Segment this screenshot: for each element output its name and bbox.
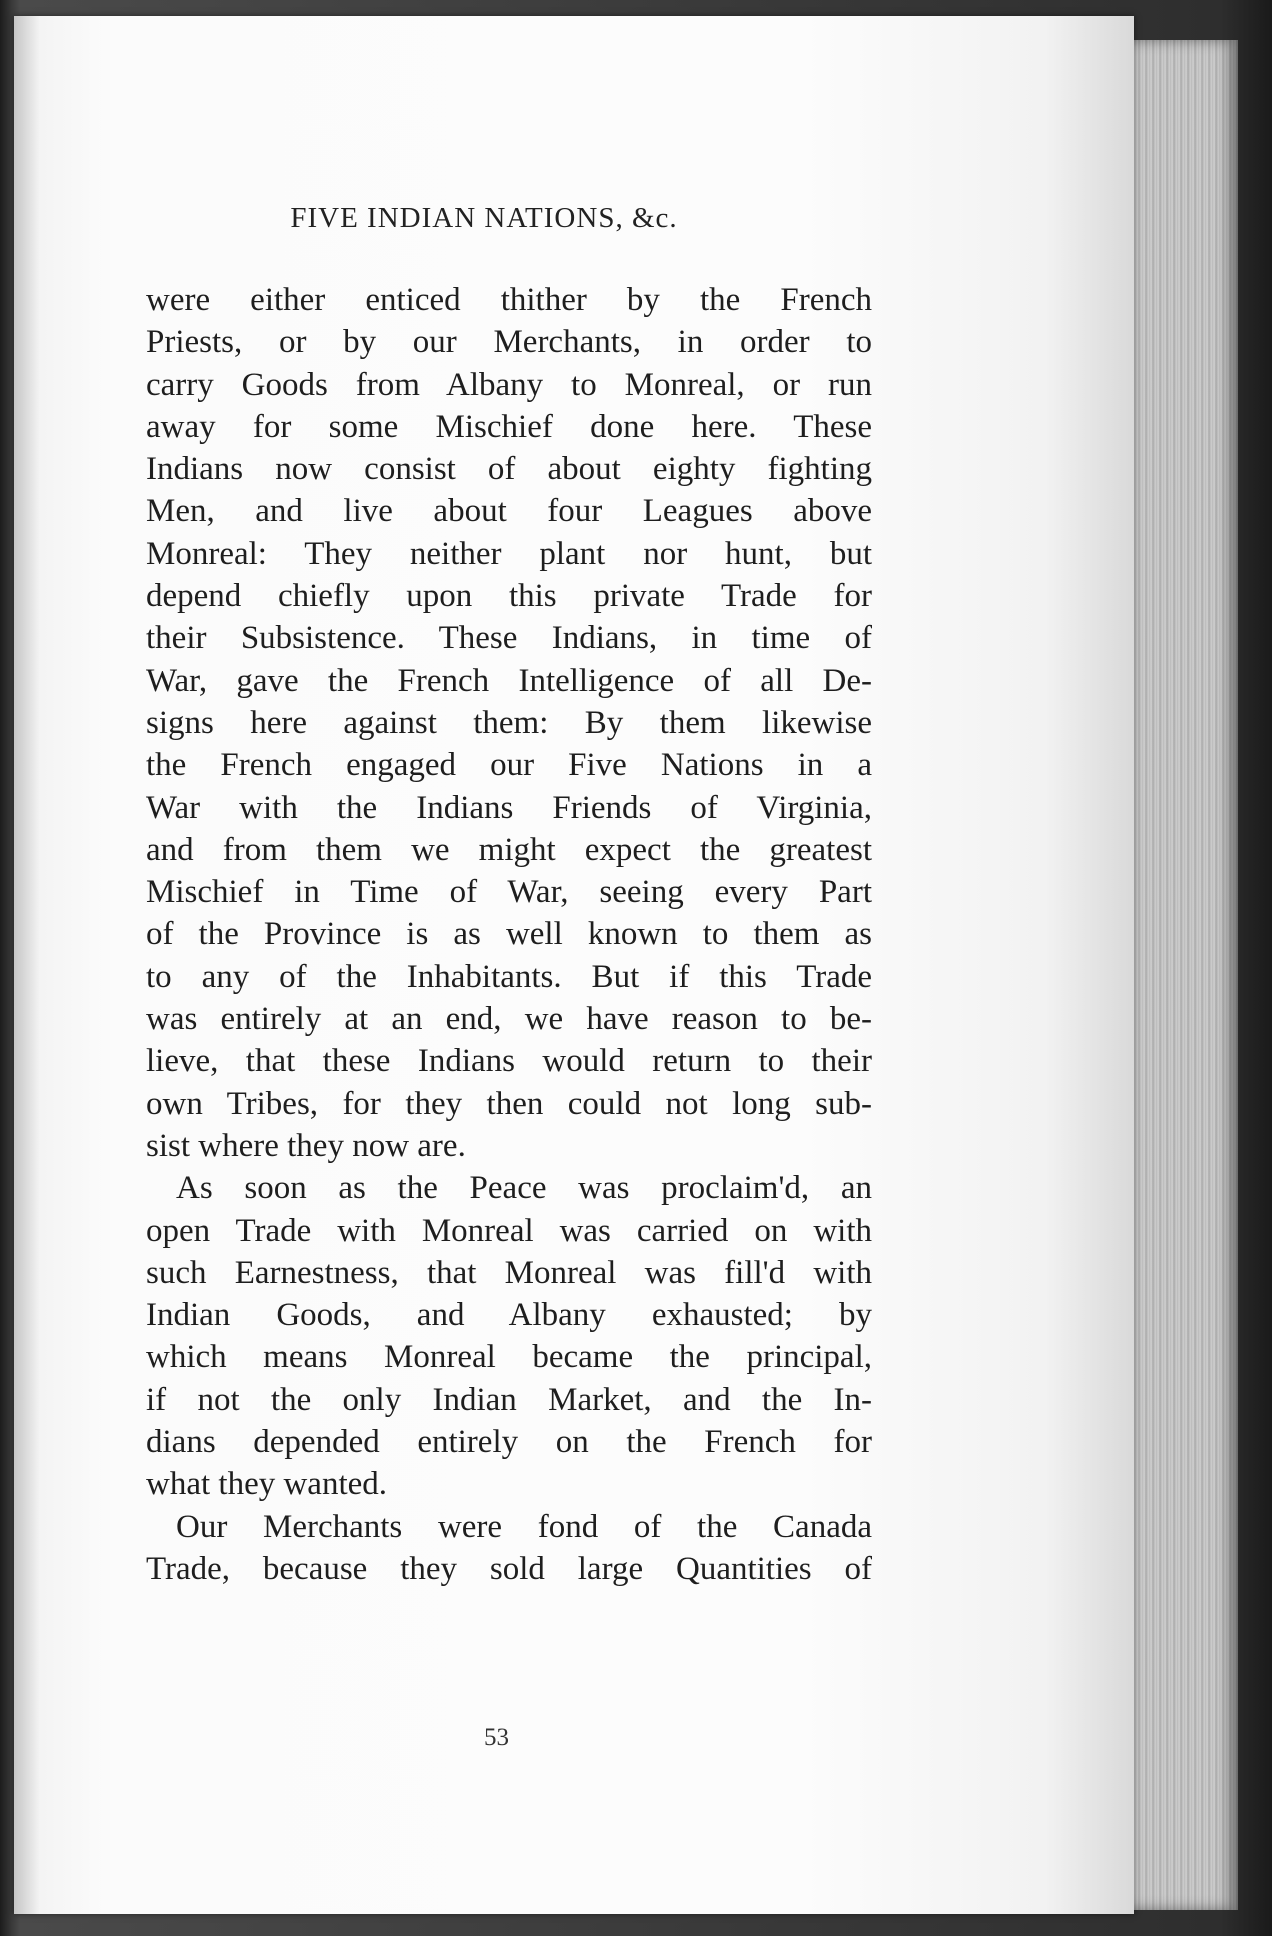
text-line: what they wanted.: [146, 1466, 388, 1503]
text-line: open Trade with Monreal was carried on with: [146, 1212, 872, 1249]
text-line: and from them we might expect the greatest: [146, 831, 872, 868]
text-line: of the Province is as well known to them as: [146, 916, 872, 953]
text-line: Men, and live about four Leagues above: [146, 493, 872, 530]
text-line: the French engaged our Five Nations in a: [146, 747, 872, 784]
text-line: Our Merchants were fond of the Canada: [176, 1508, 872, 1545]
text-line: was entirely at an end, we have reason to be-: [146, 1001, 872, 1038]
text-line: Indians now consist of about eighty fighting: [146, 451, 872, 488]
text-line: dians depended entirely on the French for: [146, 1424, 872, 1461]
text-line: which means Monreal became the principal,: [146, 1339, 872, 1376]
book-page: [14, 16, 1134, 1914]
page-gutter-shadow: [14, 16, 40, 1914]
text-line: War with the Indians Friends of Virginia,: [146, 789, 872, 826]
text-line: Mischief in Time of War, seeing every Part: [146, 874, 872, 911]
paragraph-3: [146, 1506, 872, 1591]
text-line: Trade, because they sold large Quantities of: [146, 1550, 872, 1587]
paragraph-1: [146, 279, 872, 1167]
body-text: [146, 279, 872, 1590]
text-line: were either enticed thither by the French: [146, 282, 872, 318]
text-line: signs here against them: By them likewise: [146, 704, 872, 741]
paragraph-2: [146, 1167, 872, 1505]
text-line: As soon as the Peace was proclaim'd, an: [176, 1170, 872, 1207]
text-line: such Earnestness, that Monreal was fill'd with: [146, 1254, 872, 1291]
text-line: War, gave the French Intelligence of all De-: [146, 662, 872, 699]
text-line: Monreal: They neither plant nor hunt, but: [146, 535, 872, 572]
text-line: own Tribes, for they then could not long sub-: [146, 1085, 872, 1122]
running-head: FIVE INDIAN NATIONS, &c.: [290, 202, 678, 234]
text-line: carry Goods from Albany to Monreal, or run: [146, 366, 872, 403]
text-line: depend chiefly upon this private Trade for: [146, 578, 872, 615]
page-number: 53: [484, 1724, 509, 1751]
text-line: away for some Mischief done here. These: [146, 408, 872, 445]
text-line: Priests, or by our Merchants, in order to: [146, 324, 872, 361]
text-line: Indian Goods, and Albany exhausted; by: [146, 1297, 872, 1334]
book-page-edges: [1120, 40, 1238, 1910]
text-line: if not the only Indian Market, and the In-: [146, 1381, 872, 1418]
text-line: lieve, that these Indians would return to their: [146, 1043, 872, 1080]
text-line: their Subsistence. These Indians, in time of: [146, 620, 872, 657]
text-line: to any of the Inhabitants. But if this Trade: [146, 958, 872, 995]
text-line: sist where they now are.: [146, 1127, 466, 1164]
